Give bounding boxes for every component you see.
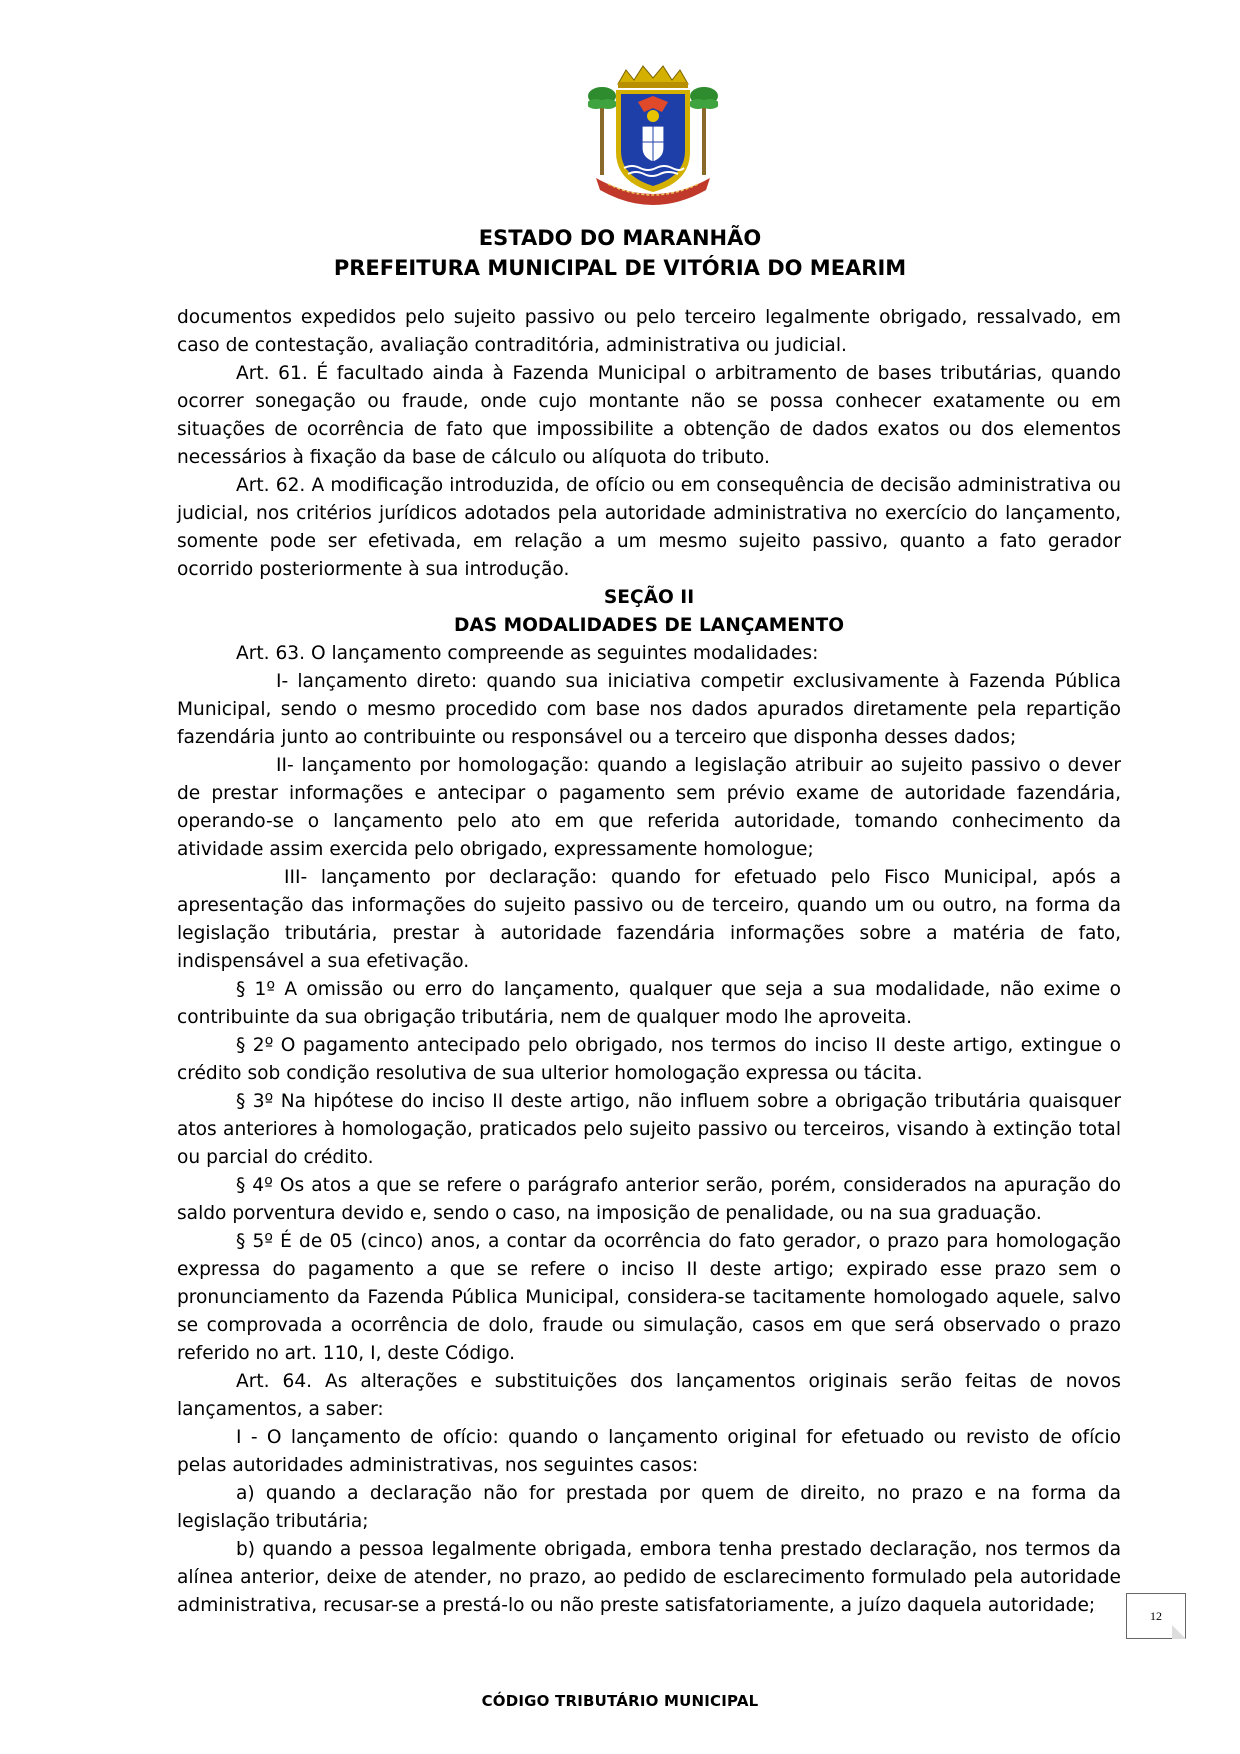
state-name: ESTADO DO MARANHÃO	[478, 226, 762, 250]
paragraph-inciso-ii: II- lançamento por homologação: quando a legislação atribuir ao sujeito passivo o dever de prestar informações e antecipar o pagamento sem prévio exame de autoridade fazendária, operando-se o lançamento pelo ato em que referida autoridade, tomando conhecimento da atividade assim exercida pelo obrigado, expressamente homologue;	[177, 755, 1121, 860]
paragraph-continuation: documentos expedidos pelo sujeito passivo ou pelo terceiro legalmente obrigado, ressalvado, em caso de contestação, avaliação contraditória, administrativa ou judicial.	[177, 307, 1121, 356]
section-title: SEÇÃO II	[603, 587, 695, 608]
page-number: 12	[1150, 1608, 1162, 1623]
paragraph-art-64-inciso-i: I - O lançamento de ofício: quando o lançamento original for efetuado ou revisto de ofício pelas autoridades administrativas, nos seguintes casos:	[177, 1427, 1121, 1476]
paragraph-alinea-b: b) quando a pessoa legalmente obrigada, embora tenha prestado declaração, nos termos da alínea anterior, deixe de atender, no prazo, ao pedido de esclarecimento formulado pela autoridade administrativa, recusar-se a prestá-lo ou não preste satisfatoriamente, a juízo daquela autoridade;	[177, 1539, 1121, 1616]
paragraph-alinea-a: a) quando a declaração não for prestada por quem de direito, no prazo e na forma da legislação tributária;	[177, 1483, 1121, 1532]
paragraph-art-62: Art. 62. A modificação introduzida, de ofício ou em consequência de decisão administrativa ou judicial, nos critérios jurídicos adotados pela autoridade administrativa no exercício do lançamento, somente pode ser efetivada, em relação a um mesmo sujeito passivo, quanto a fato gerador ocorrido posteriormente à sua introdução.	[177, 475, 1121, 580]
paragraph-art-64: Art. 64. As alterações e substituições dos lançamentos originais serão feitas de novos lançamentos, a saber:	[177, 1371, 1121, 1420]
paragraph-par-2: § 2º O pagamento antecipado pelo obrigado, nos termos do inciso II deste artigo, extingue o crédito sob condição resolutiva de sua ulterior homologação expressa ou tácita.	[177, 1035, 1121, 1084]
page-number-box	[1126, 1593, 1186, 1639]
paragraph-par-4: § 4º Os atos a que se refere o parágrafo anterior serão, porém, considerados na apuração do saldo porventura devido e, sendo o caso, na imposição de penalidade, ou na sua graduação.	[177, 1175, 1121, 1224]
page-curl-icon	[1172, 1625, 1186, 1639]
document-footer: CÓDIGO TRIBUTÁRIO MUNICIPAL	[481, 1692, 759, 1710]
paragraph-par-5: § 5º É de 05 (cinco) anos, a contar da ocorrência do fato gerador, o prazo para homologação expressa do pagamento a que se refere o inciso II deste artigo; expirado esse prazo sem o pronunciamento da Fazenda Pública Municipal, considera-se tacitamente homologado aquele, salvo se comprovada a ocorrência de dolo, fraude ou simulação, casos em que será observado o prazo referido no art. 110, I, deste Código.	[177, 1231, 1121, 1364]
municipal-coat-of-arms-icon	[588, 60, 718, 210]
paragraph-inciso-iii: III- lançamento por declaração: quando for efetuado pelo Fisco Municipal, após a apresentação das informações do sujeito passivo ou de terceiro, quando um ou outro, na forma da legislação tributária, prestar à autoridade fazendária informações sobre a matéria de fato, indispensável a sua efetivação.	[177, 867, 1121, 972]
paragraph-inciso-i: I- lançamento direto: quando sua iniciativa competir exclusivamente à Fazenda Pública Municipal, sendo o mesmo procedido com base nos dados apurados diretamente pela repartição fazendária junto ao contribuinte ou responsável ou a terceiro que disponha desses dados;	[177, 671, 1121, 748]
right-palm-tree-icon	[689, 87, 718, 175]
section-subtitle: DAS MODALIDADES DE LANÇAMENTO	[453, 615, 845, 636]
left-palm-tree-icon	[588, 87, 617, 175]
paragraph-art-63: Art. 63. O lançamento compreende as seguintes modalidades:	[236, 643, 819, 664]
municipality-name: PREFEITURA MUNICIPAL DE VITÓRIA DO MEARIM	[333, 256, 907, 280]
paragraph-par-1: § 1º A omissão ou erro do lançamento, qualquer que seja a sua modalidade, não exime o contribuinte da sua obrigação tributária, nem de qualquer modo lhe aproveita.	[177, 979, 1121, 1028]
paragraph-art-61: Art. 61. É facultado ainda à Fazenda Municipal o arbitramento de bases tributárias, quando ocorrer sonegação ou fraude, onde cujo montante não se possa conhecer exatamente ou em situações de ocorrência de fato que impossibilite a obtenção de dados exatos ou dos elementos necessários à fixação da base de cálculo ou alíquota do tributo.	[177, 363, 1121, 468]
document-body	[177, 304, 1121, 1620]
paragraph-par-3: § 3º Na hipótese do inciso II deste artigo, não influem sobre a obrigação tributária quaisquer atos anteriores à homologação, praticados pelo sujeito passivo ou terceiros, visando à extinção total ou parcial do crédito.	[177, 1091, 1121, 1168]
